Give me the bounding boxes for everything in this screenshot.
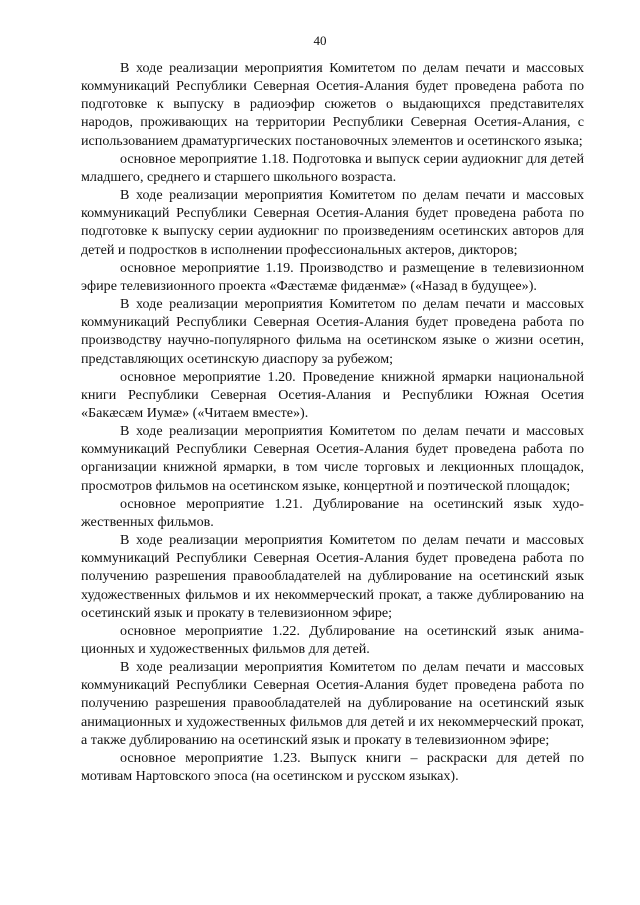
paragraph-measure-description: В ходе реализации мероприятия Комитетом по делам печати и массовых коммуникаций Республики Северная Осетия-Алания будет проведена работа по подготовке к выпуску в радиоэфир сюжетов о выдающихся представителях народов, проживающих на территории Республики Северная Осетия-Алания, с использованием драматургических постановочных элементов и осетинского языка;: [81, 60, 584, 149]
paragraph-measure-1-21: основное мероприятие 1.21. Дублирование на осетинский язык художественных фильмов.: [81, 495, 584, 530]
paragraph-measure-1-23: основное мероприятие 1.23. Выпуск книги – раскраски для детей по мотивам Нартовского эпоса (на осетинском и русском языках).: [81, 749, 584, 785]
paragraph-measure-description: В ходе реализации мероприятия Комитетом по делам печати и массовых коммуникаций Республики Северная Осетия-Алания будет проведена работа по организации книжной ярмарки, в том числе торговых и лекционных площадок, просмотров фильмов на осетинском языке, концертной и поэтической площадок;: [81, 423, 584, 494]
paragraph-measure-1-19: основное мероприятие 1.19. Производство и размещение в телевизионном эфире телевизионного проекта «Фæстæмæ фидæнмæ» («Назад в будущее»).: [81, 259, 584, 294]
document-body: [81, 59, 584, 785]
paragraph-measure-description: В ходе реализации мероприятия Комитетом по делам печати и массовых коммуникаций Республики Северная Осетия-Алания будет проведена работа по подготовке к выпуску серии аудиокниг по произведениям осетинских авторов для детей и подростков в исполнении профессиональных актеров, дикторов;: [81, 187, 584, 258]
paragraph-measure-1-20: основное мероприятие 1.20. Проведение книжной ярмарки национальной книги Республики Северная Осетия-Алания и Республики Южная Осетия «Бакæсæм Иумæ» («Читаем вместе»).: [81, 368, 584, 421]
paragraph-measure-1-22: основное мероприятие 1.22. Дублирование на осетинский язык анимационных и художественных фильмов для детей.: [81, 622, 584, 657]
paragraph-measure-description: В ходе реализации мероприятия Комитетом по делам печати и массовых коммуникаций Республики Северная Осетия-Алания будет проведена работа по получению разрешения правообладателей на дублирование на осетинский язык анимационных и художественных фильмов для детей и их некоммерческий прокат, а также дублированию на осетинский язык и прокату в телевизионном эфире;: [81, 659, 584, 748]
paragraph-measure-1-18: основное мероприятие 1.18. Подготовка и выпуск серии аудиокниг для детей младшего, среднего и старшего школьного возраста.: [81, 150, 584, 185]
paragraph-measure-description: В ходе реализации мероприятия Комитетом по делам печати и массовых коммуникаций Республики Северная Осетия-Алания будет проведена работа по получению разрешения правообладателей на дублирование на осетинский язык художественных фильмов и их некоммерческий прокат, а также дублированию на осетинский язык и прокату в телевизионном эфире;: [81, 532, 584, 621]
page-number: 40: [313, 33, 327, 48]
paragraph-measure-description: В ходе реализации мероприятия Комитетом по делам печати и массовых коммуникаций Республики Северная Осетия-Алания будет проведена работа по производству научно-популярного фильма на осетинском языке о жизни осетин, представляющих осетинскую диаспору за рубежом;: [81, 296, 584, 367]
